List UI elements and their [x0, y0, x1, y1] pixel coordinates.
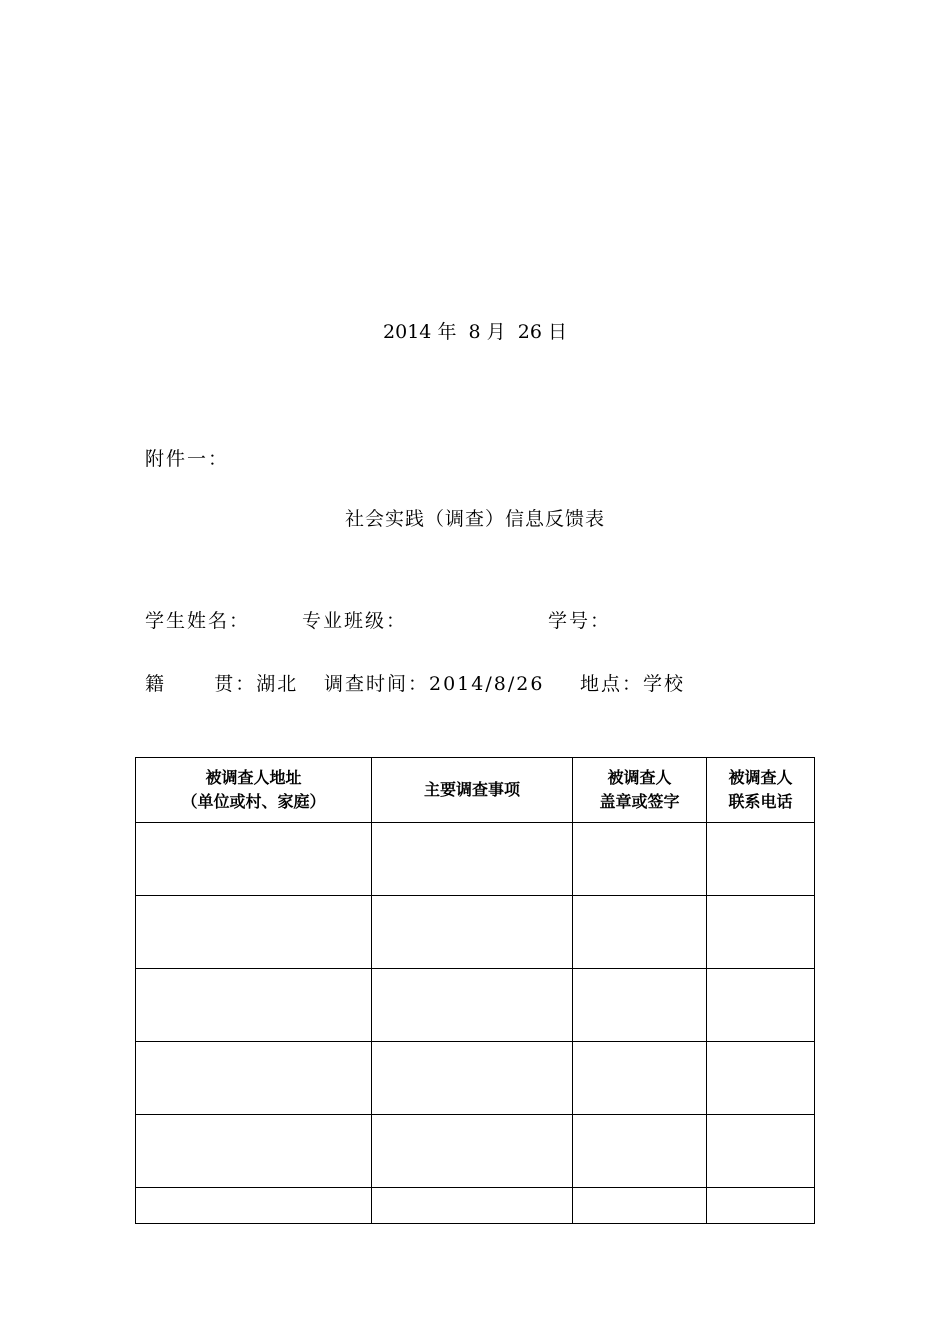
address-cell[interactable] [136, 823, 372, 896]
student-id-label: 学号： [548, 610, 612, 632]
form-title: 社会实践（调查）信息反馈表 [344, 508, 605, 530]
address-cell[interactable] [136, 969, 372, 1042]
address-cell[interactable] [136, 896, 372, 969]
native-place-field: 籍 贯：湖北 [145, 673, 299, 695]
phone-cell[interactable] [707, 1115, 815, 1188]
address-cell[interactable] [136, 1042, 372, 1115]
location-field: 地点：学校 [580, 673, 686, 695]
header-main-items [372, 758, 573, 823]
header-address-line2: （单位或村、家庭） [181, 792, 326, 811]
main-items-cell[interactable] [372, 1042, 573, 1115]
header-signature-line1: 被调查人 [607, 768, 672, 787]
main-items-cell[interactable] [372, 896, 573, 969]
main-items-cell[interactable] [372, 823, 573, 896]
header-address-line1: 被调查人地址 [205, 768, 302, 787]
student-name-label: 学生姓名： [145, 610, 251, 632]
header-phone-line1: 被调查人 [728, 768, 793, 787]
signature-cell[interactable] [573, 1042, 707, 1115]
table-row [136, 896, 815, 969]
main-items-cell[interactable] [372, 1188, 573, 1224]
main-items-cell[interactable] [372, 1115, 573, 1188]
header-phone [707, 758, 815, 823]
major-class-label: 专业班级： [302, 610, 408, 632]
survey-time-field: 调查时间：2014/8/26 [324, 673, 545, 695]
signature-cell[interactable] [573, 1115, 707, 1188]
phone-cell[interactable] [707, 896, 815, 969]
phone-cell[interactable] [707, 1188, 815, 1224]
table-row [136, 1042, 815, 1115]
feedback-table [135, 757, 815, 1224]
table-header-row [136, 758, 815, 823]
header-signature [573, 758, 707, 823]
header-main-items-line1: 主要调查事项 [423, 780, 520, 799]
table-row [136, 1188, 815, 1224]
signature-cell[interactable] [573, 1188, 707, 1224]
header-address [136, 758, 372, 823]
signature-cell[interactable] [573, 823, 707, 896]
table-row [136, 969, 815, 1042]
address-cell[interactable] [136, 1115, 372, 1188]
phone-cell[interactable] [707, 969, 815, 1042]
signature-cell[interactable] [573, 896, 707, 969]
attachment-label: 附件一： [145, 448, 230, 470]
table-row [136, 1115, 815, 1188]
signature-cell[interactable] [573, 969, 707, 1042]
main-items-cell[interactable] [372, 969, 573, 1042]
date-line: 2014 年 8 月 26 日 [383, 321, 567, 343]
header-phone-line2: 联系电话 [728, 792, 793, 811]
header-signature-line2: 盖章或签字 [599, 792, 680, 811]
table-row [136, 823, 815, 896]
address-cell[interactable] [136, 1188, 372, 1224]
phone-cell[interactable] [707, 1042, 815, 1115]
phone-cell[interactable] [707, 823, 815, 896]
